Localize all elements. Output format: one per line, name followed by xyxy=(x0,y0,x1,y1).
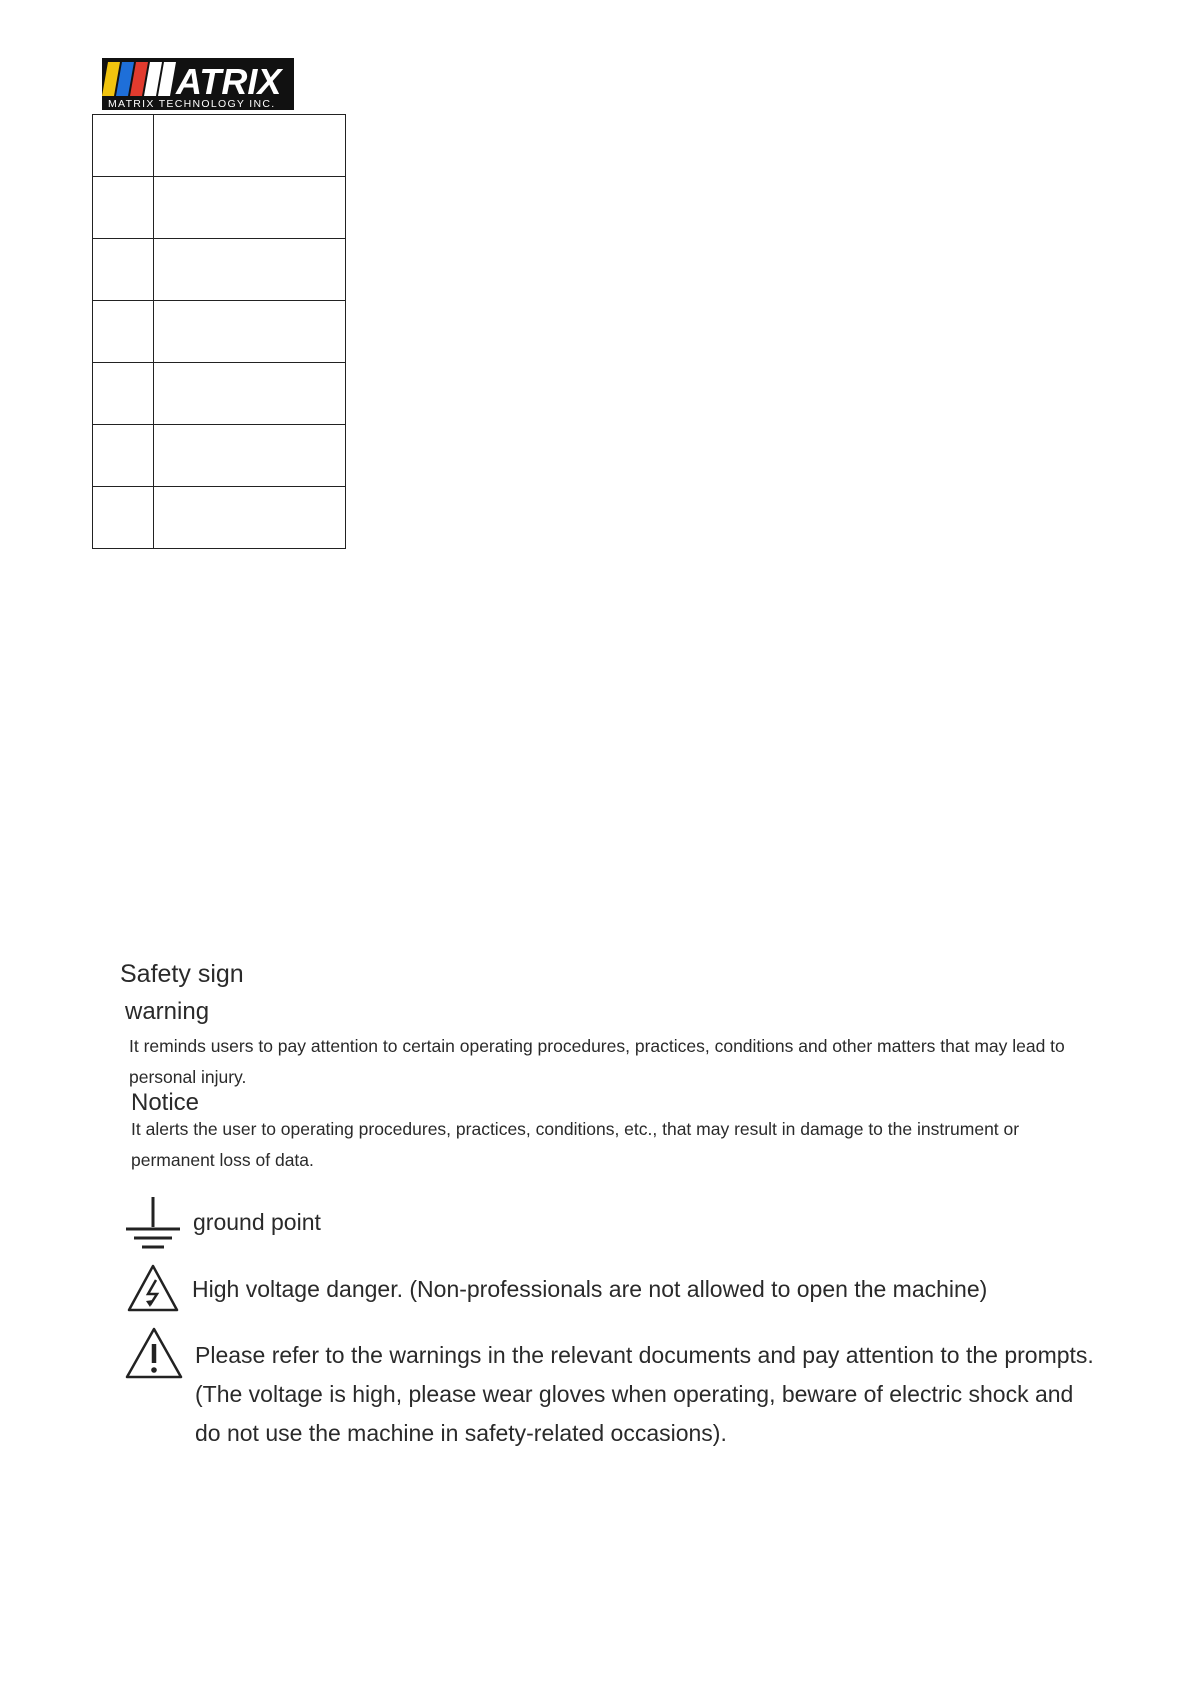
table-cell xyxy=(154,363,346,425)
table-cell xyxy=(93,425,154,487)
table-row xyxy=(93,425,346,487)
safety-title: Safety sign xyxy=(120,960,244,988)
warning-text: It reminds users to pay attention to certain operating procedures, practices, conditions and other matters that may lead to personal injury. xyxy=(129,1036,1065,1087)
table-cell xyxy=(93,115,154,177)
table-cell xyxy=(154,425,346,487)
table-cell xyxy=(154,115,346,177)
table-row xyxy=(93,487,346,549)
table-cell xyxy=(154,301,346,363)
table-row xyxy=(93,301,346,363)
table-row xyxy=(93,115,346,177)
empty-grid-table xyxy=(92,114,346,549)
caution-icon xyxy=(124,1326,184,1380)
table-cell xyxy=(93,487,154,549)
high-voltage-label: High voltage danger. (Non-professionals are not allowed to open the machine) xyxy=(192,1276,988,1302)
table-cell xyxy=(93,301,154,363)
table-cell xyxy=(154,239,346,301)
logo-tagline: MATRIX TECHNOLOGY INC. xyxy=(108,98,276,110)
table-cell xyxy=(93,239,154,301)
table-cell xyxy=(154,487,346,549)
notice-text: It alerts the user to operating procedures, practices, conditions, etc., that may result in damage to the instrument or permanent loss of data. xyxy=(131,1119,1020,1170)
table-row xyxy=(93,177,346,239)
table-cell xyxy=(154,177,346,239)
warning-heading: warning xyxy=(125,998,210,1025)
notice-heading: Notice xyxy=(131,1089,200,1116)
caution-label: Please refer to the warnings in the relevant documents and pay attention to the prompts. (The voltage is high, please wear gloves when operating, beware of electric shock and do not use the machine in safety-related occasions). xyxy=(195,1342,1094,1446)
ground-icon xyxy=(124,1195,182,1251)
table-cell xyxy=(93,177,154,239)
table-cell xyxy=(93,363,154,425)
company-logo xyxy=(102,58,294,110)
ground-point-label: ground point xyxy=(193,1209,321,1235)
logo-wordmark: ATRIX xyxy=(176,61,282,102)
table-row xyxy=(93,239,346,301)
table-row xyxy=(93,363,346,425)
high-voltage-icon xyxy=(126,1263,180,1313)
